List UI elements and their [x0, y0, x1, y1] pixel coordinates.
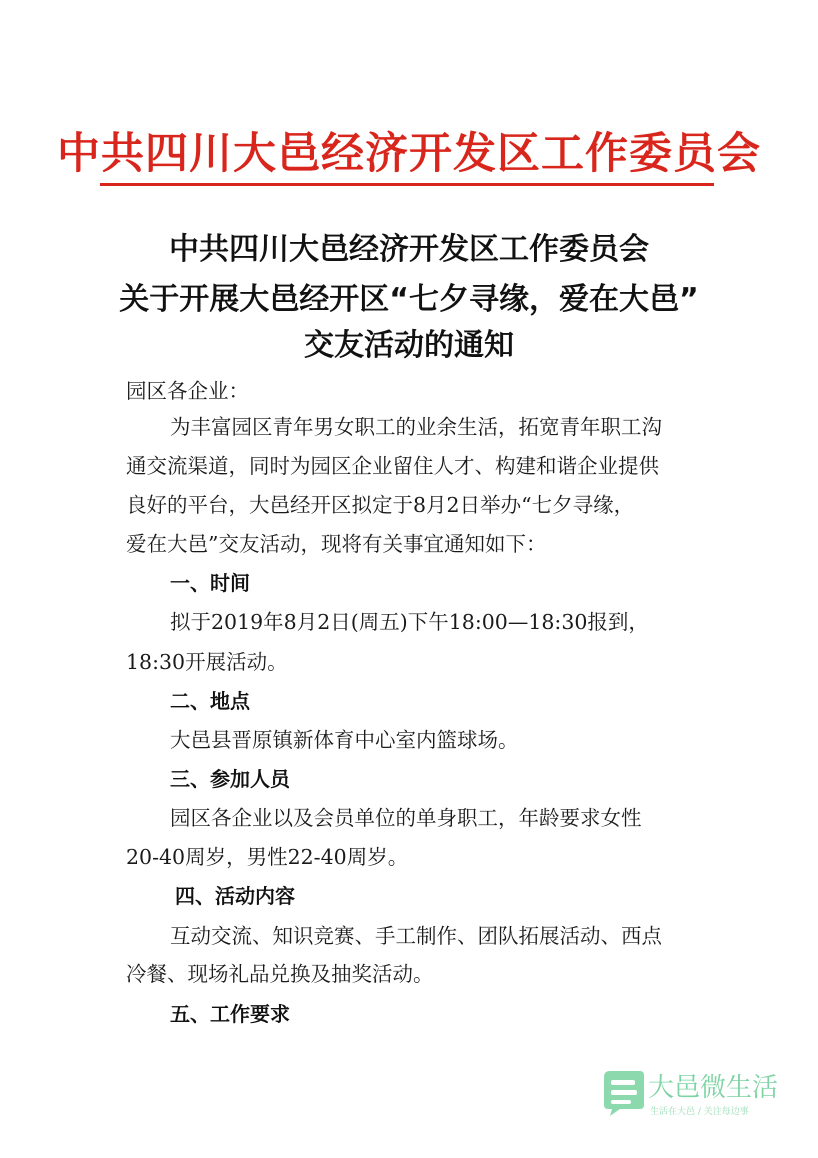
- section-line: 大邑县晋原镇新体育中心室内篮球场。: [170, 728, 519, 752]
- section-line: 18:30开展活动。: [126, 650, 288, 674]
- section-line: 园区各企业以及会员单位的单身职工，年龄要求女性: [170, 806, 642, 830]
- watermark: [600, 1065, 800, 1125]
- section-heading-participants: 三、参加人员: [170, 767, 290, 791]
- section-line: 拟于2019年8月2日(周五)下午18:00—18:30报到，: [170, 610, 649, 634]
- section-line: 互动交流、知识竞赛、手工制作、团队拓展活动、西点: [170, 924, 662, 948]
- notice-title-line-3: 交友活动的通知: [304, 328, 514, 363]
- section-heading-location: 二、地点: [170, 689, 250, 713]
- section-heading-requirements: 五、工作要求: [170, 1002, 290, 1026]
- notice-title-line-1: 中共四川大邑经济开发区工作委员会: [169, 232, 649, 267]
- letterhead-divider: [100, 183, 714, 186]
- watermark-brand: 大邑微生活: [648, 1073, 779, 1103]
- watermark-tagline: 生活在大邑 / 关注每边事: [650, 1107, 749, 1117]
- salutation: 园区各企业：: [126, 379, 249, 403]
- intro-line: 爱在大邑”交友活动，现将有关事宜通知如下：: [126, 532, 547, 556]
- section-heading-content: 四、活动内容: [175, 884, 295, 908]
- notice-title-line-2: 关于开展大邑经开区“七夕寻缘，爱在大邑”: [119, 282, 699, 317]
- org-letterhead: 中共四川大邑经济开发区工作委员会: [57, 129, 761, 179]
- section-line: 20-40周岁，男性22-40周岁。: [126, 845, 409, 869]
- intro-line: 良好的平台，大邑经开区拟定于8月2日举办“七夕寻缘，: [126, 493, 635, 517]
- chat-bubble-logo-icon: [600, 1067, 646, 1117]
- section-heading-time: 一、时间: [170, 571, 250, 595]
- intro-line: 为丰富园区青年男女职工的业余生活，拓宽青年职工沟: [170, 415, 662, 439]
- intro-line: 通交流渠道，同时为园区企业留住人才、构建和谐企业提供: [126, 454, 659, 478]
- section-line: 冷餐、现场礼品兑换及抽奖活动。: [126, 962, 434, 986]
